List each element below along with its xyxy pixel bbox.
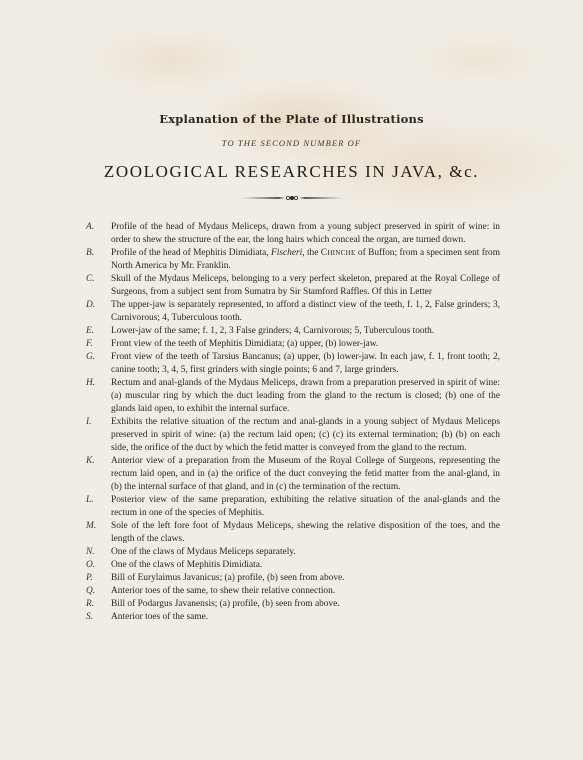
entry-letter: O. <box>86 560 96 570</box>
entry-letter: G. <box>86 352 96 362</box>
entry-text: Sole of the left fore foot of Mydaus Meliceps, shewing the relative disposition of the toes, and the length of the claws. <box>111 521 500 544</box>
heading-block <box>0 112 583 202</box>
entry-letter: M. <box>86 521 97 531</box>
entry-letter: C. <box>86 274 95 284</box>
entry-text: Posterior view of the same preparation, exhibiting the relative situation of the anal-glands and the rectum in one of the species of Mephitis. <box>111 495 500 518</box>
gothic-title: Explanation of the Plate of Illustrations <box>159 112 424 126</box>
entry-k <box>86 455 500 494</box>
entry-text: The upper-jaw is separately represented, to afford a distinct view of the teeth, f. 1, 2, False grinders; 3, Carnivorous; 4, Tuberculous tooth. <box>111 300 500 323</box>
entry-e <box>86 325 500 338</box>
page-title: ZOOLOGICAL RESEARCHES IN JAVA, &c. <box>103 162 480 181</box>
entry-text-part: of Buffon; from a specimen sent from North America by Mr. Franklin. <box>111 248 500 271</box>
entry-text: Front view of the teeth of Mephitis Dimidiata; (a) upper, (b) lower-jaw. <box>111 339 379 349</box>
entry-letter: R. <box>86 599 95 609</box>
entry-text: Profile of the head of Mydaus Meliceps, drawn from a young subject preserved in spirit of wine: in order to shew the structure of the ear, the long hairs which conceal the organ, are turned down. <box>111 222 500 245</box>
entry-o <box>86 559 500 572</box>
entry-letter: P. <box>86 573 93 583</box>
entry-g <box>86 351 500 377</box>
entry-text <box>111 247 500 273</box>
entry-a <box>86 221 500 247</box>
entry-letter: S. <box>86 612 94 622</box>
entry-letter: A. <box>86 222 95 232</box>
entry-text: Lower-jaw of the same; f. 1, 2, 3 False grinders; 4, Carnivorous; 5, Tuberculous tooth. <box>111 326 435 336</box>
entry-text: Bill of Eurylaimus Javanicus; (a) profile, (b) seen from above. <box>111 573 345 583</box>
entry-m <box>86 520 500 546</box>
entry-letter: D. <box>86 300 96 310</box>
entry-letter: E. <box>86 326 95 336</box>
entry-text: Anterior toes of the same, to shew their relative connection. <box>111 586 336 596</box>
entry-letter: Q. <box>86 586 96 596</box>
plate-explanation-list <box>86 221 500 624</box>
entry-letter: H. <box>86 378 96 388</box>
entry-h <box>86 377 500 416</box>
entry-text: One of the claws of Mephitis Dimidiata. <box>111 560 263 570</box>
entry-text-part: Profile of the head of Mephitis Dimidiata, <box>111 248 271 258</box>
entry-letter: I. <box>86 417 92 427</box>
entry-text: Rectum and anal-glands of the Mydaus Meliceps, drawn from a preparation preserved in spirit of wine: (a) muscular ring by which the duct leading from the gland to the rectum is closed; (b) one of the glands laid open, to exhibit the internal surface. <box>111 378 500 414</box>
subtitle: TO THE SECOND NUMBER OF <box>221 138 362 148</box>
entry-text-smallcaps: Chinche <box>320 248 356 258</box>
entry-d <box>86 299 500 325</box>
entry-letter: L. <box>86 495 94 505</box>
entry-r <box>86 598 500 611</box>
entry-text: Anterior view of a preparation from the Museum of the Royal College of Surgeons, representing the rectum laid open, and in (a) the orifice of the duct conveying the fetid matter from the anal-gland, in (b) the internal surface of that gland, and in (c) the termination of the rectum. <box>111 456 500 492</box>
entry-text: Skull of the Mydaus Meliceps, belonging to a very perfect skeleton, prepared at the Royal College of Surgeons, from a subject sent from Sumatra by Sir Stamford Raffles. Of this in Letter <box>111 274 500 297</box>
entry-l <box>86 494 500 520</box>
entry-letter: B. <box>86 248 95 258</box>
entry-letter: F. <box>86 339 93 349</box>
entry-b <box>86 247 500 273</box>
entry-q <box>86 585 500 598</box>
entry-n <box>86 546 500 559</box>
entry-text: One of the claws of Mydaus Meliceps separately. <box>111 547 296 557</box>
entry-c <box>86 273 500 299</box>
entry-f <box>86 338 500 351</box>
entry-text: Front view of the teeth of Tarsius Bancanus; (a) upper, (b) lower-jaw. In each jaw, f. 1, front tooth; 2, canine tooth; 3, 4, 5, first grinders with single points; 6 and 7, large grinders. <box>111 352 500 375</box>
entry-letter: K. <box>86 456 95 466</box>
entry-s <box>86 611 500 624</box>
entry-text: Anterior toes of the same. <box>111 612 209 622</box>
entry-i <box>86 416 500 455</box>
ornament-rule-icon <box>239 194 345 202</box>
entry-letter: N. <box>86 547 95 557</box>
entry-text: Bill of Podargus Javanensis; (a) profile, (b) seen from above. <box>111 599 340 609</box>
entry-text-part: , the <box>302 248 321 258</box>
entry-text: Exhibits the relative situation of the rectum and anal-glands in a young subject of Mydaus Meliceps preserved in spirit of wine: (a) the rectum laid open; (c) (c) its external termination; (b) (b) on each side, the orifice of the duct by which the fetid matter is conveyed from the gland to the rectum. <box>111 417 500 453</box>
entry-text-italic: Fischeri <box>270 248 303 258</box>
entry-p <box>86 572 500 585</box>
